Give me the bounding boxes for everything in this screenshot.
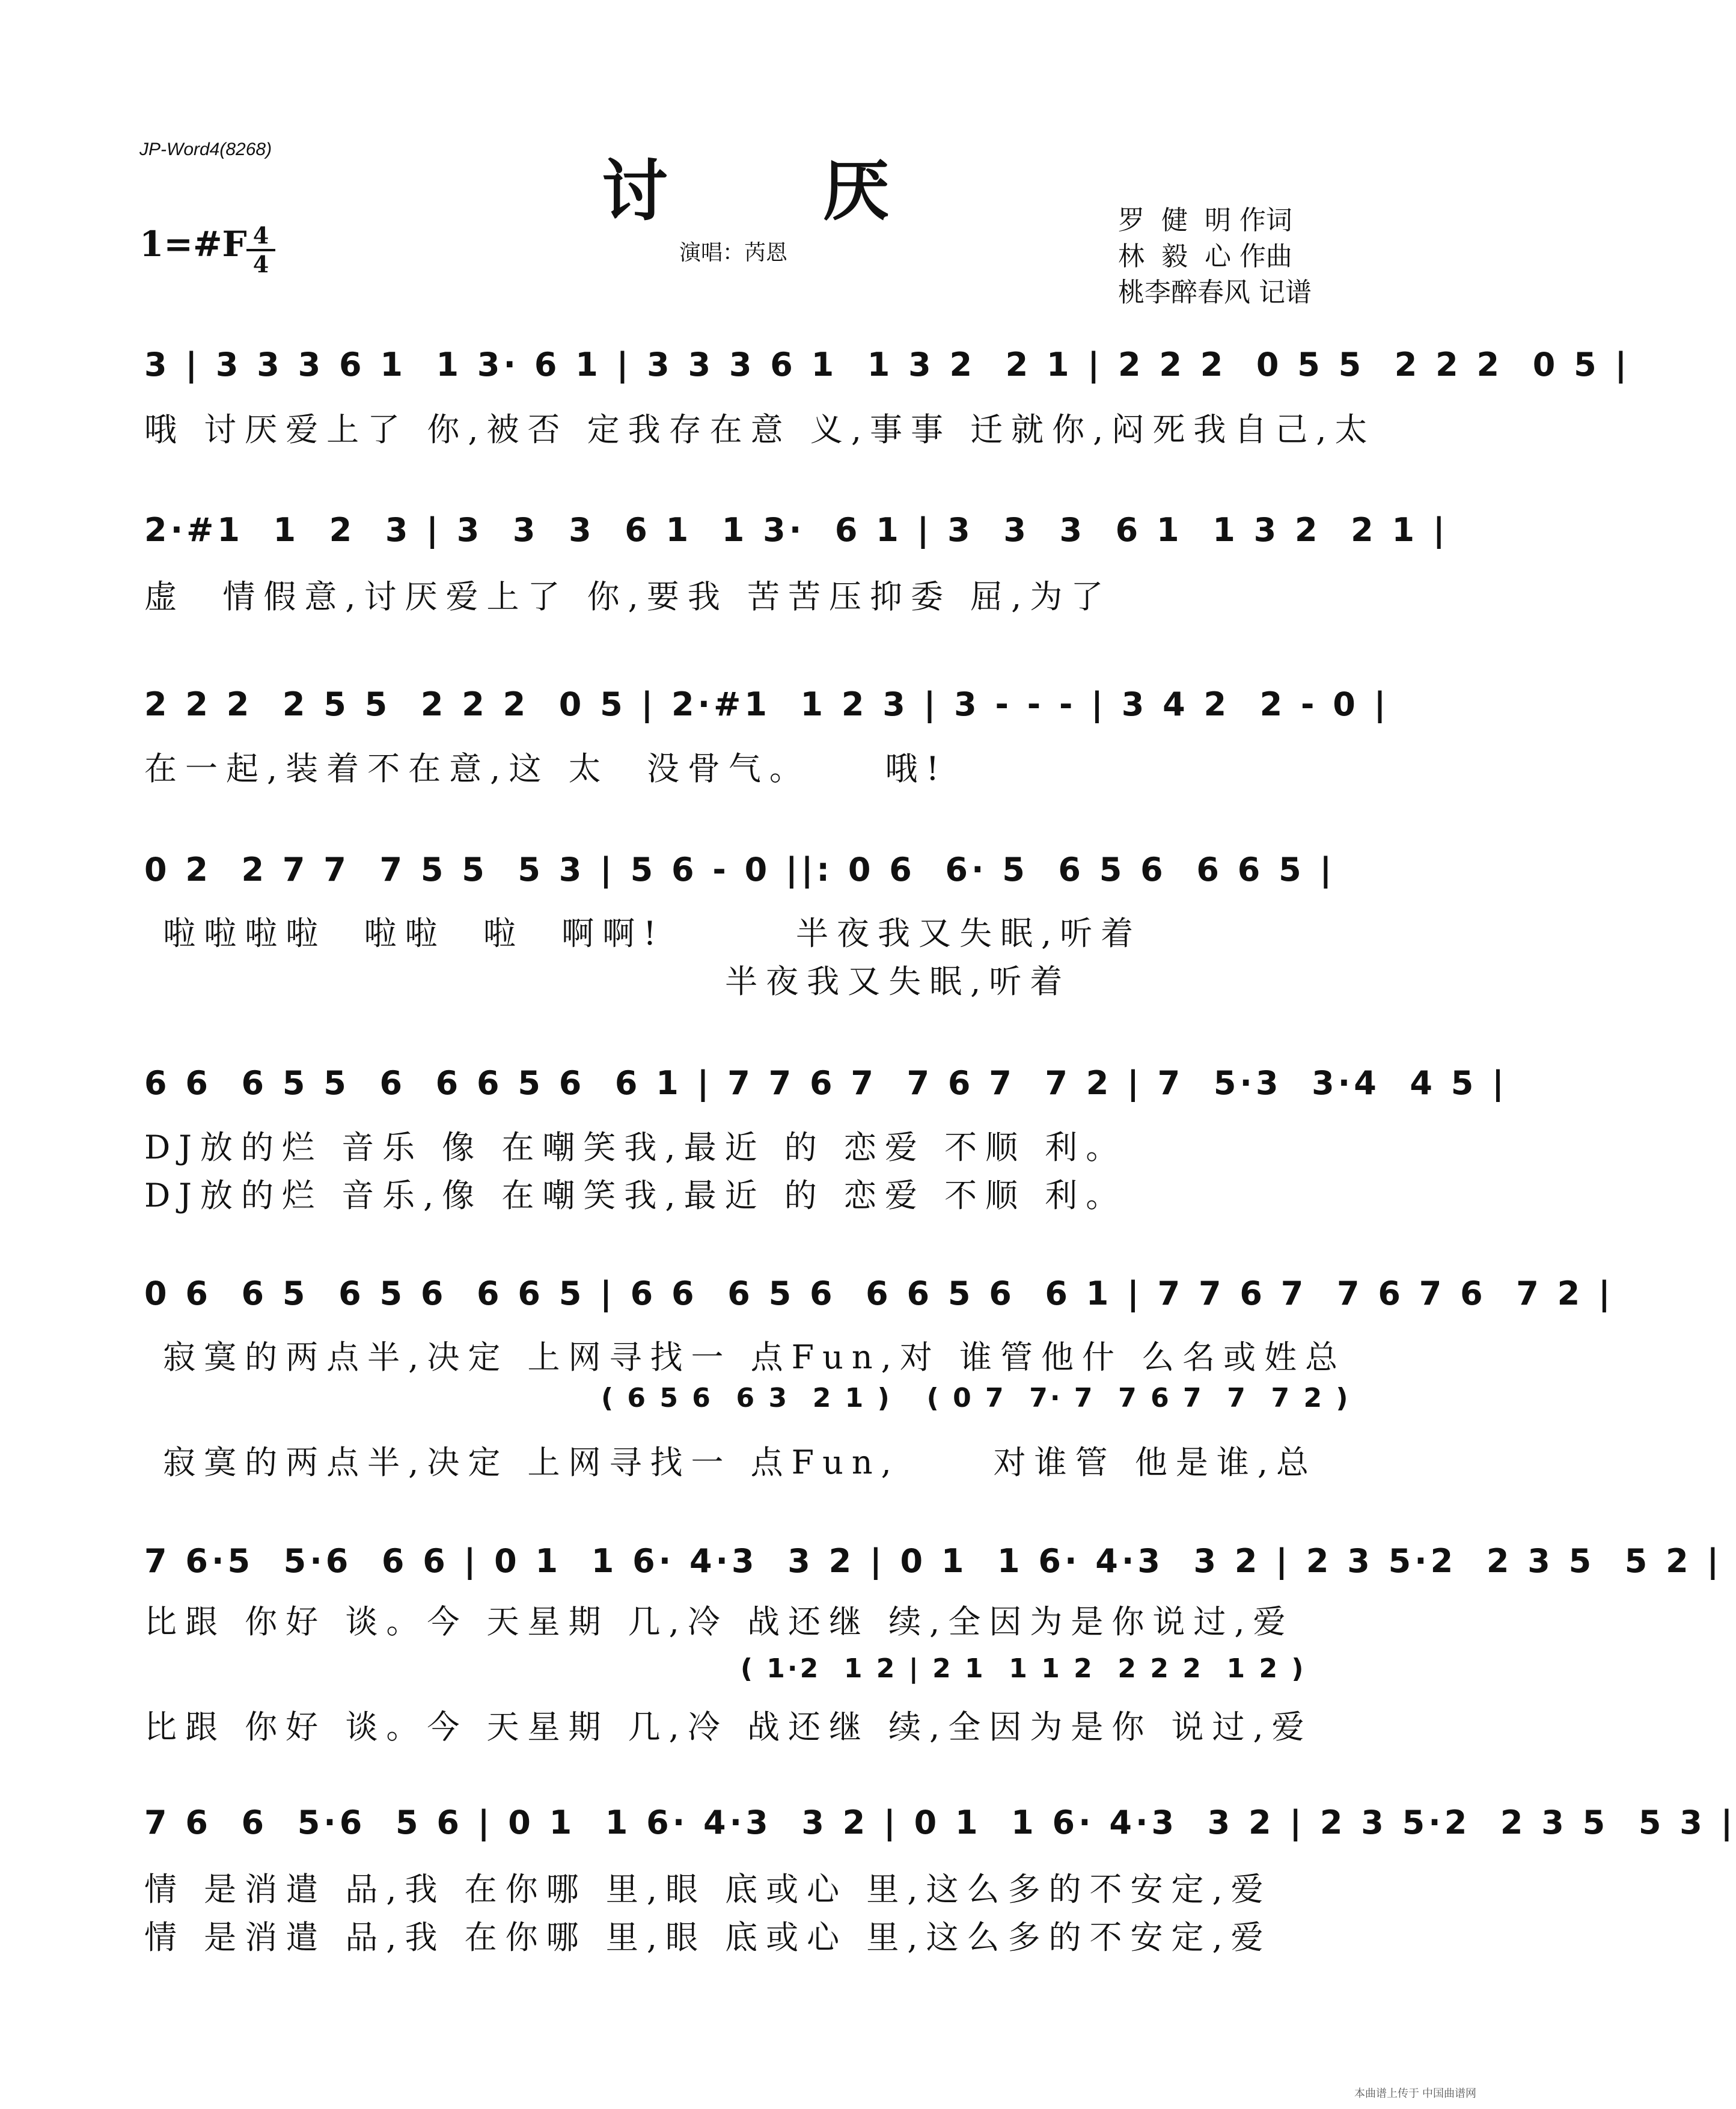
interlude-notes: ( 6 5 6 6 3 2 1 ) ( 0 7 7· 7 7 6 7 7 7 2 ) [601, 1383, 1351, 1413]
lyric-line: DJ放的烂 音乐 像 在嘲笑我,最近 的 恋爱 不顺 利。 [144, 1128, 1127, 1166]
time-signature-top: 4 [252, 222, 269, 249]
lyric-line: DJ放的烂 音乐,像 在嘲笑我,最近 的 恋爱 不顺 利。 [144, 1177, 1127, 1214]
key-signature: 1=#F [139, 224, 247, 265]
score-notes-line: 7 6 6 5·6 5 6 | 0 1 1 6· 4·3 3 2 | 0 1 1 6· 4·3 3 2 | 2 3 5·2 2 3 5 5 3 | [144, 1804, 1736, 1841]
lyric-line: 半夜我又失眠,听着 [144, 963, 1071, 1000]
source-label: JP-Word4(8268) [139, 139, 272, 159]
lyricist-credit: 罗 健 明 作词 [1118, 205, 1292, 236]
score-notes-line: 2 2 2 2 5 5 2 2 2 0 5 | 2·#1 1 2 3 | 3 - - - | 3 4 2 2 - 0 | [144, 685, 1390, 723]
singer-credit: 演唱：芮恩 [679, 240, 788, 265]
score-notes-line: 2·#1 1 2 3 | 3 3 3 6 1 1 3· 6 1 | 3 3 3 6 1 1 3 2 2 1 | [144, 511, 1449, 549]
score-notes-line: 7 6·5 5·6 6 6 | 0 1 1 6· 4·3 3 2 | 0 1 1 6· 4·3 3 2 | 2 3 5·2 2 3 5 5 2 | [144, 1542, 1723, 1580]
lyric-line: 在一起,装着不在意,这 太 没骨气。 哦! [144, 750, 948, 788]
transcriber-credit: 桃李醉春风 记谱 [1118, 277, 1312, 308]
lyric-line: 情 是消遣 品,我 在你哪 里,眼 底或心 里,这么多的不安定,爱 [144, 1870, 1272, 1908]
lyric-line: 情 是消遣 品,我 在你哪 里,眼 底或心 里,这么多的不安定,爱 [144, 1918, 1272, 1956]
lyric-line: 比跟 你好 谈。今 天星期 几,冷 战还继 续,全因为是你说过,爱 [144, 1603, 1294, 1641]
lyric-line: 寂寞的两点半,决定 上网寻找一 点Fun,对 谁管他什 么名或姓总 [144, 1338, 1346, 1376]
interlude-notes: ( 1·2 1 2 | 2 1 1 1 2 2 2 2 1 2 ) [601, 1653, 1306, 1684]
composer-credit: 林 毅 心 作曲 [1118, 241, 1292, 272]
footer-watermark: 本曲谱上传于 中国曲谱网 [1354, 2087, 1476, 2099]
lyric-line: 比跟 你好 谈。今 天星期 几,冷 战还继 续,全因为是你 说过,爱 [144, 1708, 1313, 1746]
score-notes-line: 0 6 6 5 6 5 6 6 6 5 | 6 6 6 5 6 6 6 5 6 6 1 | 7 7 6 7 7 6 7 6 7 2 | [144, 1275, 1614, 1312]
lyric-line: 哦 讨厌爱上了 你,被否 定我存在意 义,事事 迁就你,闷死我自己,太 [144, 411, 1376, 448]
lyric-line: 虚 情假意,讨厌爱上了 你,要我 苦苦压抑委 屈,为了 [144, 578, 1112, 616]
lyric-line: 啦啦啦啦 啦啦 啦 啊啊! 半夜我又失眠,听着 [144, 914, 1142, 952]
score-notes-line: 0 2 2 7 7 7 5 5 5 3 | 5 6 - 0 ||: 0 6 6· 5 6 5 6 6 6 5 | [144, 851, 1336, 889]
score-notes-line: 3 | 3 3 3 6 1 1 3· 6 1 | 3 3 3 6 1 1 3 2 2 1 | 2 2 2 0 5 5 2 2 2 0 5 | [144, 346, 1631, 384]
song-title: 讨 厌 [601, 152, 956, 230]
time-signature-bottom: 4 [252, 251, 269, 278]
score-notes-line: 6 6 6 5 5 6 6 6 5 6 6 1 | 7 7 6 7 7 6 7 7 2 | 7 5·3 3·4 4 5 | [144, 1064, 1508, 1102]
time-signature [246, 224, 275, 277]
lyric-line: 寂寞的两点半,决定 上网寻找一 点Fun, 对谁管 他是谁,总 [144, 1443, 1318, 1481]
